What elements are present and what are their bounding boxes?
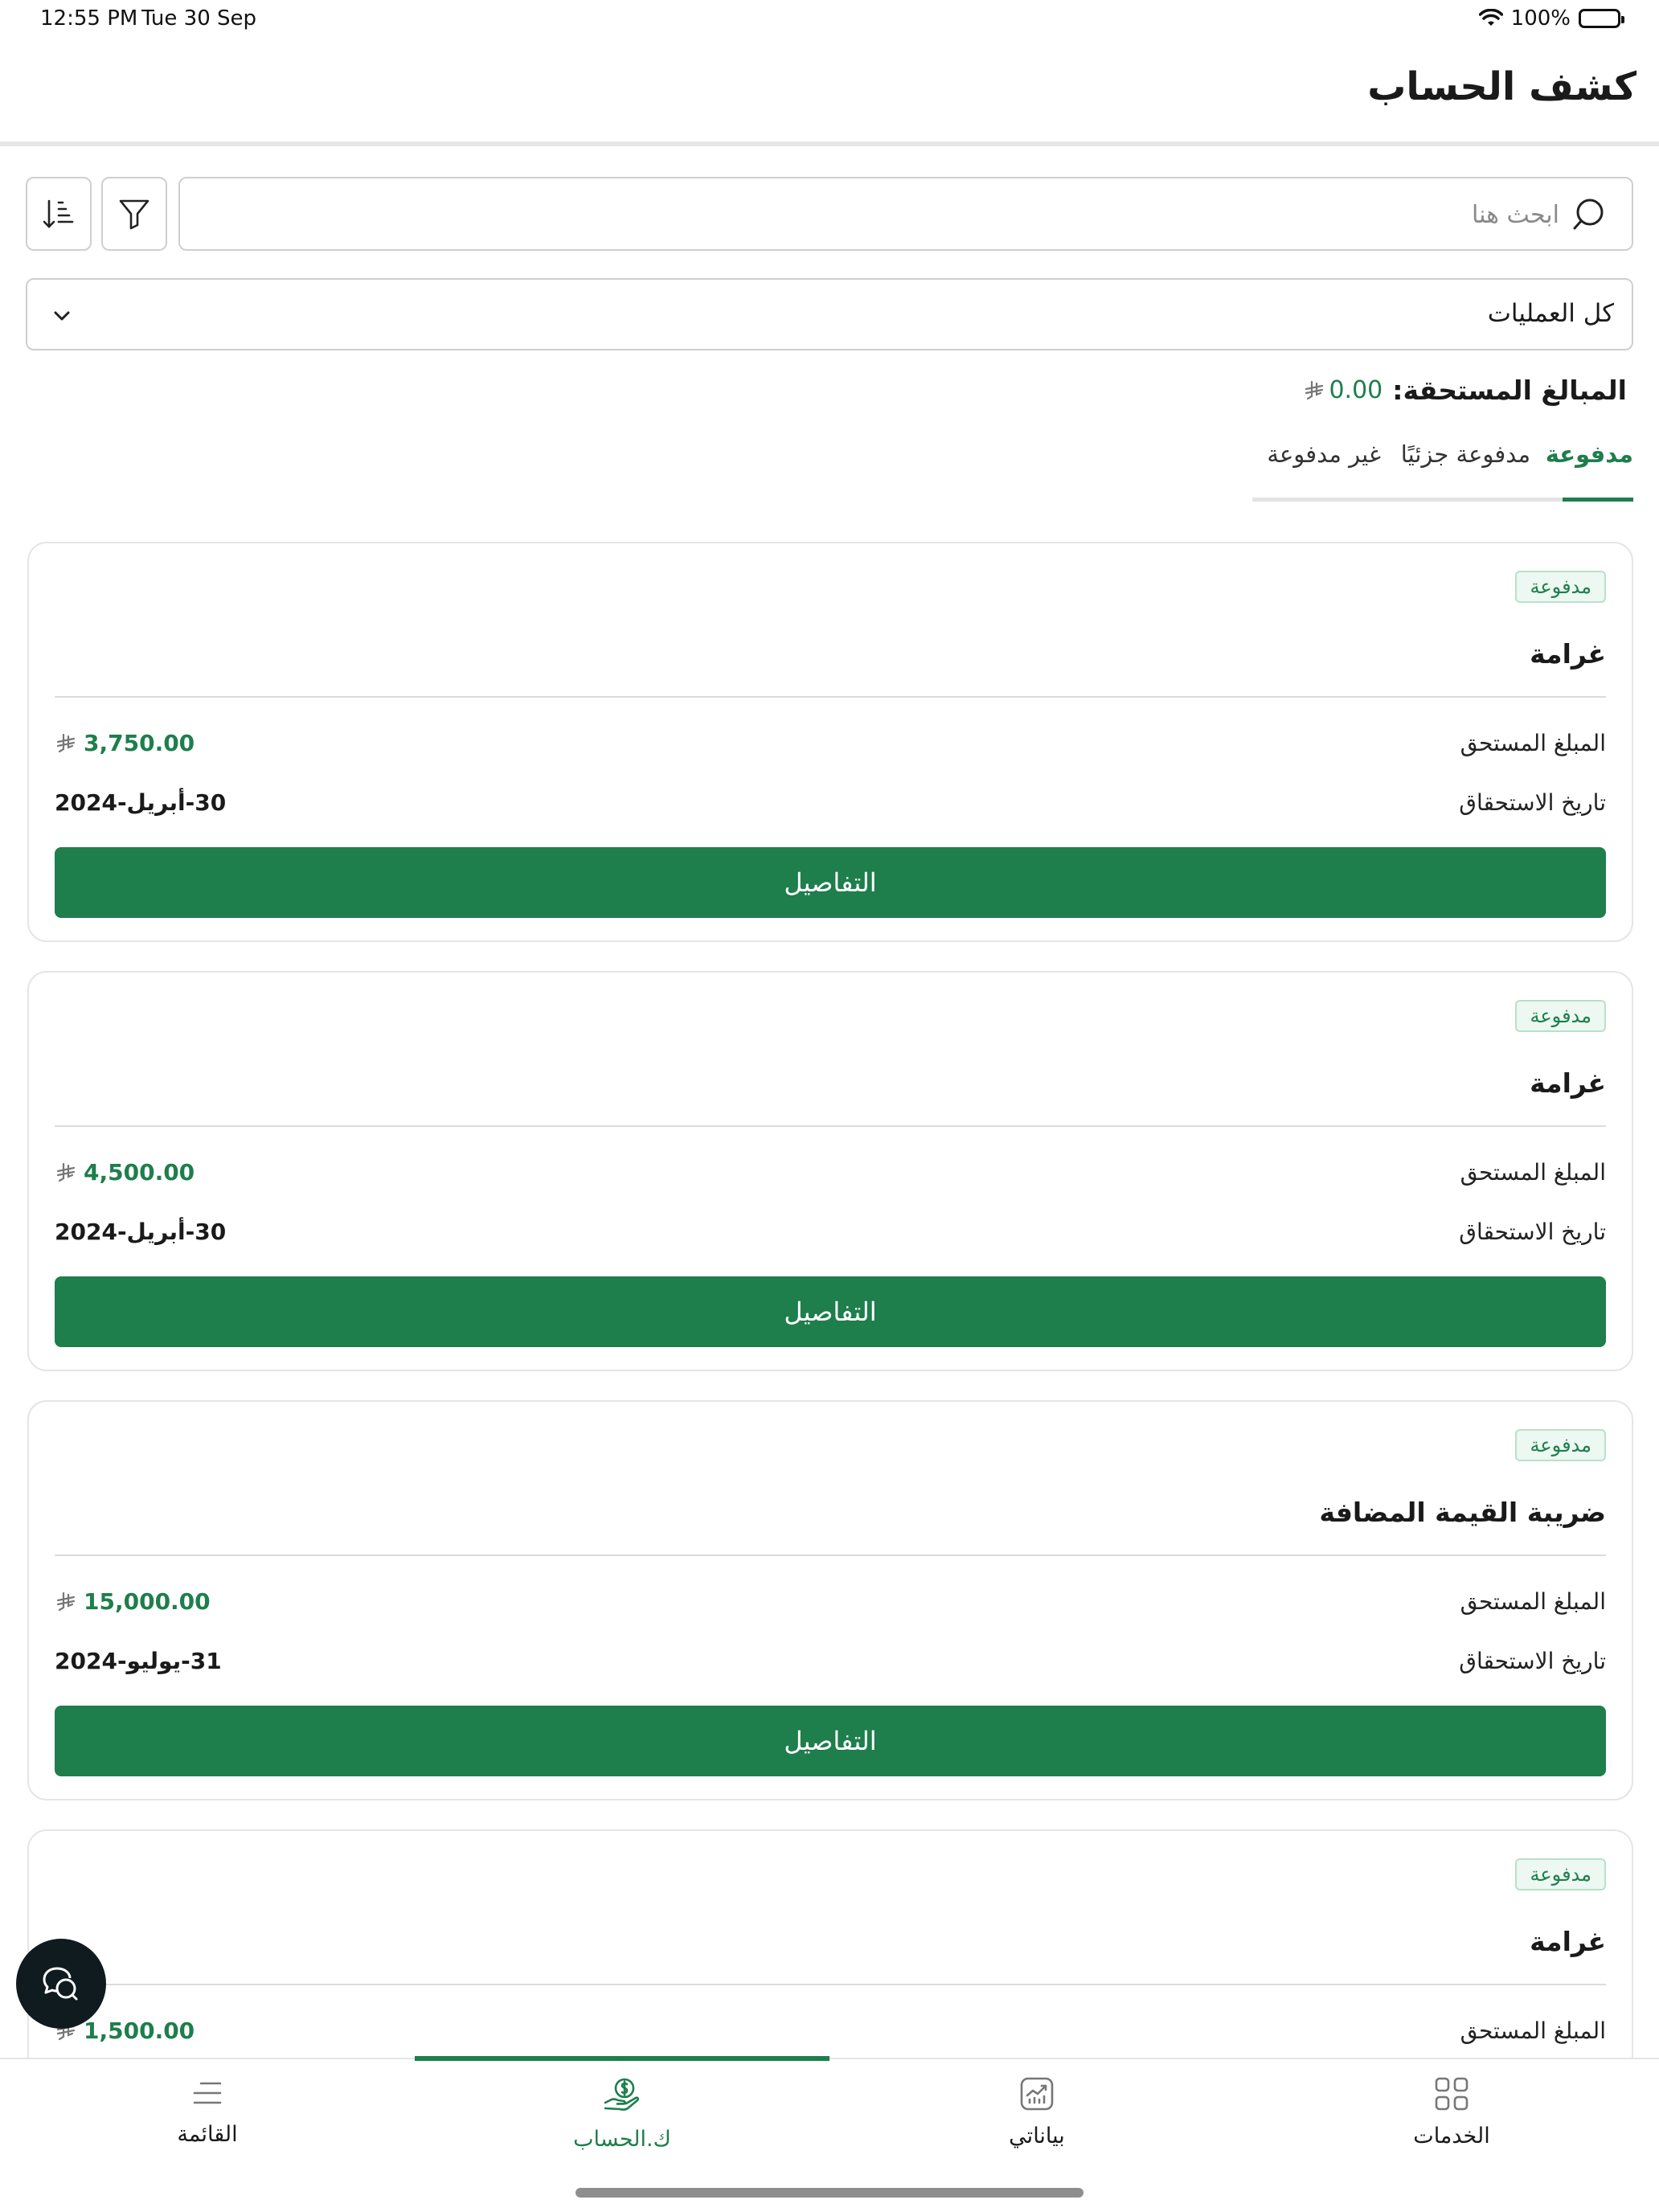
tab-paid[interactable]: مدفوعة (1545, 440, 1633, 468)
nav-item-my-data[interactable] (830, 2059, 1244, 2180)
due-date-value: 30-أبريل-2024 (55, 1219, 227, 1245)
statement-card (27, 971, 1633, 1371)
due-date-value: 31-يوليو-2024 (55, 1648, 222, 1674)
search-input[interactable] (273, 195, 1559, 235)
details-button[interactable]: التفاصيل (55, 1706, 1606, 1776)
status-badge: مدفوعة (1515, 1858, 1606, 1890)
riyal-symbol-icon (56, 1162, 76, 1183)
due-date-value: 30-أبريل-2024 (55, 789, 227, 816)
status-badge: مدفوعة (1515, 571, 1606, 603)
amount-text: 3,750.00 (84, 730, 195, 756)
riyal-symbol-icon (56, 733, 76, 754)
active-tab-indicator (1563, 498, 1633, 502)
status-indicators (1479, 6, 1620, 31)
amount-text: 15,000.00 (84, 1588, 211, 1615)
chart-icon (1018, 2075, 1055, 2112)
dropdown-selected-value: كل العمليات (1487, 299, 1614, 328)
nav-item-menu[interactable] (0, 2059, 415, 2180)
status-time: 12:55 PM (40, 6, 138, 31)
card-divider (55, 696, 1606, 698)
status-date: Tue 30 Sep (141, 6, 257, 31)
chat-support-button[interactable] (16, 1939, 106, 2029)
payment-status-tabs (1252, 434, 1633, 502)
filter-icon (117, 196, 152, 231)
due-summary-value (1305, 376, 1382, 404)
due-date-label: تاريخ الاستحقاق (1459, 1648, 1606, 1674)
riyal-symbol-icon (1305, 380, 1324, 401)
amount-due-label: المبلغ المستحق (1460, 1159, 1606, 1186)
status-badge: مدفوعة (1515, 1429, 1606, 1461)
card-divider (55, 1555, 1606, 1556)
due-summary-label: المبالغ المستحقة: (1392, 375, 1627, 406)
nav-label-account-statement: ك.الحساب (573, 2127, 671, 2152)
battery-icon (1579, 9, 1620, 28)
amount-due-value (56, 1159, 195, 1186)
card-title: غرامة (1530, 1067, 1606, 1099)
sort-button[interactable] (26, 177, 92, 251)
statement-card (27, 542, 1633, 942)
due-date-label: تاريخ الاستحقاق (1459, 789, 1606, 816)
statement-card (27, 1400, 1633, 1800)
due-summary (1305, 375, 1627, 406)
amount-due-label: المبلغ المستحق (1460, 2017, 1606, 2044)
wifi-icon (1479, 9, 1503, 28)
details-button[interactable]: التفاصيل (55, 1276, 1606, 1347)
filter-button[interactable] (101, 177, 167, 251)
operations-dropdown[interactable] (26, 278, 1633, 350)
amount-due-label: المبلغ المستحق (1460, 1588, 1606, 1615)
sort-icon (41, 196, 76, 231)
card-title: غرامة (1530, 1926, 1606, 1957)
grid-icon (1433, 2075, 1470, 2112)
nav-label-services: الخدمات (1413, 2124, 1490, 2149)
search-box[interactable] (178, 177, 1633, 251)
due-date-label: تاريخ الاستحقاق (1459, 1219, 1606, 1245)
tab-unpaid[interactable]: غير مدفوعة (1267, 440, 1381, 468)
amount-text: 4,500.00 (84, 1159, 195, 1186)
status-bar (0, 0, 1659, 39)
amount-due-label: المبلغ المستحق (1460, 730, 1606, 756)
chat-bubbles-icon (39, 1962, 83, 2005)
due-summary-amount: 0.00 (1329, 376, 1383, 404)
amount-due-value (56, 1588, 211, 1615)
nav-label-menu: القائمة (177, 2122, 238, 2147)
amount-text: 1,500.00 (84, 2017, 195, 2044)
card-title: غرامة (1530, 638, 1606, 670)
card-divider (55, 1125, 1606, 1127)
details-button[interactable]: التفاصيل (55, 847, 1606, 918)
status-badge: مدفوعة (1515, 1000, 1606, 1032)
tab-partially-paid[interactable]: مدفوعة جزئيًا (1400, 440, 1530, 468)
home-indicator[interactable] (576, 2188, 1083, 2198)
nav-item-account-statement[interactable] (415, 2059, 830, 2180)
page-title: كشف الحساب (1367, 64, 1636, 109)
menu-icon (190, 2075, 225, 2111)
search-icon (1571, 196, 1608, 233)
nav-item-services[interactable] (1244, 2059, 1659, 2180)
nav-label-my-data: بياناتي (1009, 2124, 1065, 2149)
battery-percent: 100% (1510, 6, 1571, 31)
money-hand-icon (602, 2075, 642, 2116)
card-title: ضريبة القيمة المضافة (1319, 1497, 1606, 1528)
riyal-symbol-icon (56, 1591, 76, 1612)
card-divider (55, 1984, 1606, 1985)
header (0, 48, 1659, 146)
amount-due-value (56, 730, 195, 756)
chevron-down-icon (48, 302, 76, 330)
